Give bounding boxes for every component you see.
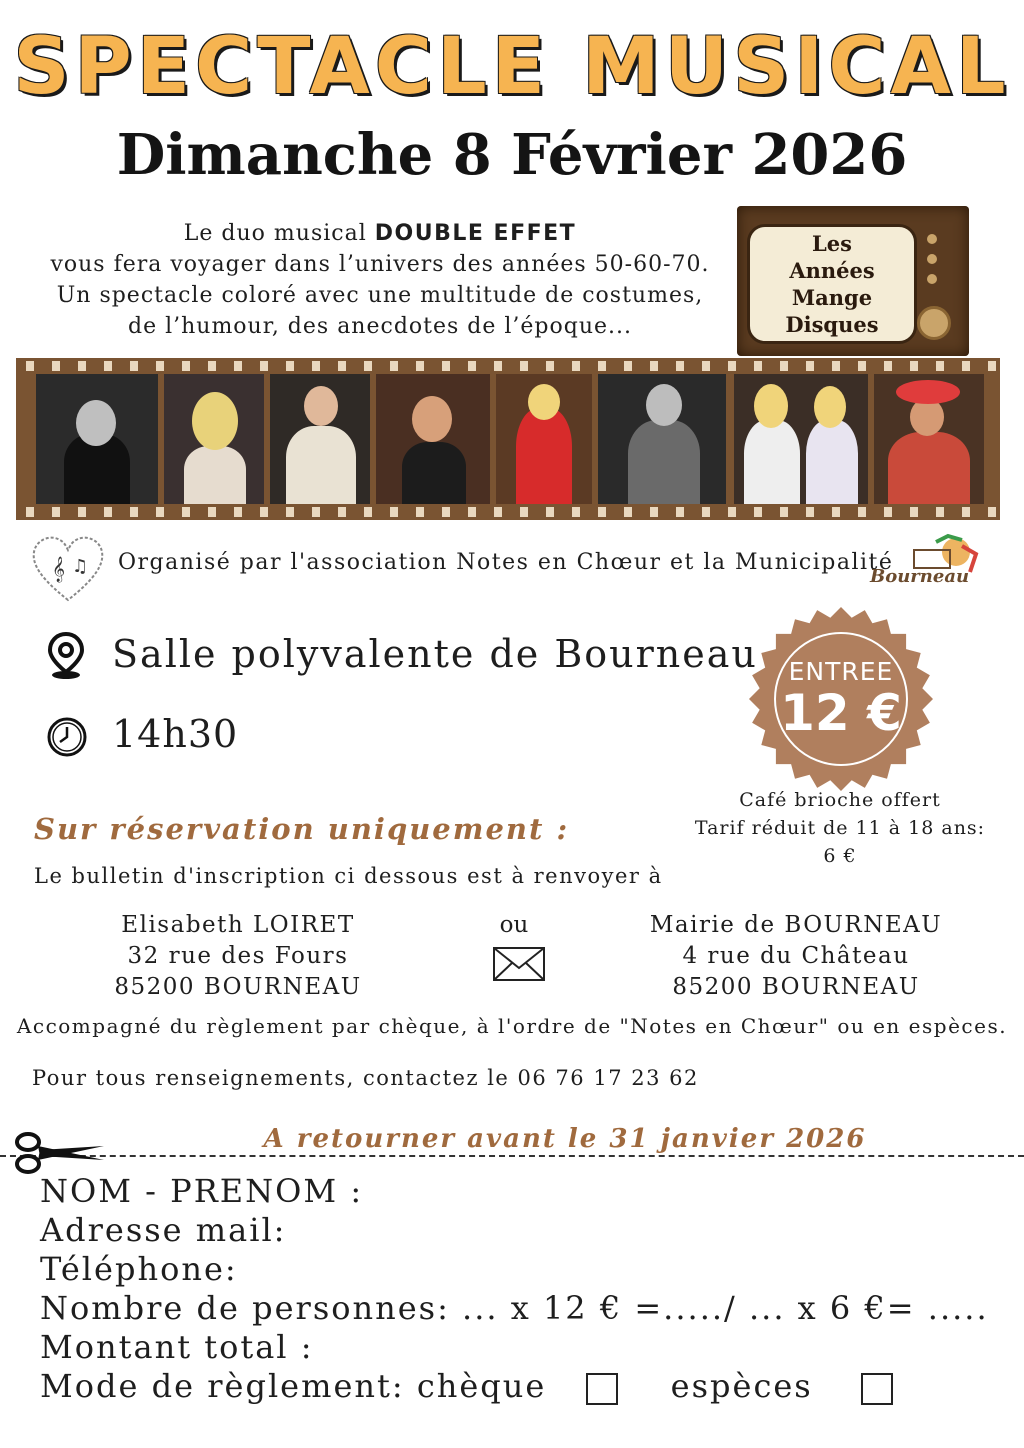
photo-singer-5 — [496, 374, 592, 504]
mange-disques-logo — [737, 206, 969, 356]
form-email-field[interactable]: Adresse mail: — [40, 1211, 287, 1249]
price-label: ENTREE — [788, 656, 894, 686]
logo-screen — [747, 224, 917, 344]
duo-name: DOUBLE EFFET — [374, 221, 577, 246]
reservation-heading: Sur réservation uniquement : — [34, 812, 570, 846]
photo-singer-4 — [376, 374, 490, 504]
photo-singer-8 — [874, 374, 984, 504]
scissors-icon — [14, 1130, 106, 1176]
envelope-icon — [492, 946, 546, 982]
intro-text — [30, 218, 730, 342]
intro-line4: de l’humour, des anecdotes de l’époque... — [127, 314, 633, 339]
intro-line1: Le duo musical — [183, 221, 367, 246]
reservation-instruction: Le bulletin d'inscription ci dessous est à renvoyer à — [34, 864, 663, 888]
form-name-field[interactable]: NOM - PRENOM : — [40, 1172, 364, 1210]
address-loiret — [68, 910, 408, 1003]
or-text: ou — [499, 912, 529, 938]
payment-note: Accompagné du règlement par chèque, à l'ordre de "Notes en Chœur" ou en espèces. — [16, 1014, 1008, 1038]
form-people-field[interactable]: Nombre de personnes: ... x 12 € =...../ ... x 6 €= ..... — [40, 1289, 989, 1327]
photo-singers-7 — [734, 374, 868, 504]
price-amount: 12 € — [780, 683, 902, 742]
time-text: 14h30 — [112, 712, 239, 756]
photo-singer-3 — [270, 374, 370, 504]
tv-knob — [927, 274, 937, 284]
address-street: 4 rue du Château — [682, 943, 910, 969]
svg-text:♫: ♫ — [72, 556, 89, 577]
cash-label: espèces — [670, 1367, 813, 1405]
price-badge — [748, 606, 934, 792]
intro-line3: Un spectacle coloré avec une multitude de costumes, — [56, 283, 704, 308]
poster-title: SPECTACLE MUSICAL — [13, 22, 1011, 112]
film-holes-bottom — [16, 507, 1000, 517]
reduced-price: Tarif réduit de 11 à 18 ans: 6 € — [694, 817, 986, 867]
address-city: 85200 BOURNEAU — [672, 974, 920, 1000]
logo-line2: Années — [789, 258, 875, 283]
address-name: Mairie de BOURNEAU — [649, 912, 943, 938]
address-mairie — [626, 910, 966, 1003]
tv-knob — [927, 234, 937, 244]
film-holes-top — [16, 361, 1000, 371]
form-total-field[interactable]: Montant total : — [40, 1328, 314, 1366]
location-pin-icon — [44, 632, 88, 680]
registration-form — [40, 1172, 989, 1406]
clock-icon — [46, 716, 88, 758]
intro-line2: vous fera voyager dans l’univers des années 50-60-70. — [50, 252, 710, 277]
venue-text: Salle polyvalente de Bourneau — [112, 632, 758, 676]
bourneau-logo — [866, 532, 984, 598]
cut-line — [0, 1155, 1024, 1157]
address-city: 85200 BOURNEAU — [114, 974, 362, 1000]
deadline-text: A retourner avant le 31 janvier 2026 — [263, 1124, 867, 1154]
photo-filmstrip — [16, 358, 1000, 520]
svg-text:𝄞: 𝄞 — [52, 557, 66, 582]
cash-checkbox[interactable] — [861, 1373, 893, 1405]
logo-line1: Les — [812, 231, 852, 256]
tv-dial — [917, 306, 951, 340]
cheque-checkbox[interactable] — [586, 1373, 618, 1405]
tv-knob — [927, 254, 937, 264]
payment-label: Mode de règlement: chèque — [40, 1367, 547, 1405]
address-street: 32 rue des Fours — [127, 943, 349, 969]
form-payment-row — [40, 1367, 989, 1406]
photo-singer-1 — [36, 374, 158, 504]
organizer-row — [30, 530, 990, 604]
cafe-offer: Café brioche offert — [739, 789, 941, 811]
photo-singer-2 — [164, 374, 264, 504]
logo-line3: Mange — [791, 285, 873, 310]
form-phone-field[interactable]: Téléphone: — [40, 1250, 238, 1288]
heart-notes-icon — [30, 532, 106, 604]
town-logo-text: Bourneau — [870, 566, 970, 587]
contact-info: Pour tous renseignements, contactez le 06 76 17 23 62 — [32, 1066, 699, 1090]
logo-line4: Disques — [785, 312, 879, 337]
price-notes — [690, 786, 990, 870]
event-date: Dimanche 8 Février 2026 — [116, 122, 908, 188]
address-name: Elisabeth LOIRET — [121, 912, 355, 938]
organizer-text: Organisé par l'association Notes en Chœur et la Municipalité — [118, 550, 894, 575]
photo-singer-6 — [598, 374, 726, 504]
